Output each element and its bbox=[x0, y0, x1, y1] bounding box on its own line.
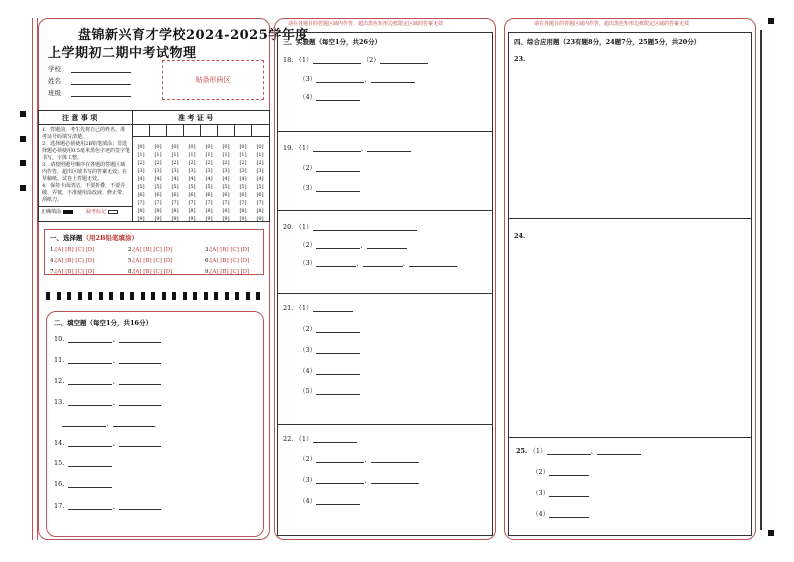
q21-3[interactable]: （3） bbox=[299, 345, 360, 354]
q12[interactable]: 12. 、 bbox=[54, 376, 161, 385]
timing-mark bbox=[246, 292, 250, 300]
exam-number-digit[interactable]: [0] bbox=[222, 144, 230, 150]
q20-1[interactable]: 20. （1） bbox=[283, 222, 417, 231]
choice-number: 9. bbox=[205, 269, 211, 275]
position-marker bbox=[20, 136, 26, 142]
exam-number-digit[interactable]: [9] bbox=[256, 216, 264, 222]
exam-number-digit[interactable]: [6] bbox=[137, 192, 145, 198]
timing-mark bbox=[162, 292, 166, 300]
exam-number-column[interactable] bbox=[203, 143, 215, 223]
missing-mark[interactable]: 缺考标记 bbox=[86, 209, 118, 216]
exam-number-column[interactable] bbox=[186, 143, 198, 223]
exam-number-digit[interactable]: [8] bbox=[239, 208, 247, 214]
choice-number: 5. bbox=[128, 258, 134, 264]
q22-2[interactable]: （2） 、 bbox=[299, 454, 419, 463]
choice-number: 4. bbox=[50, 258, 56, 264]
exam-number-digit[interactable]: [7] bbox=[137, 200, 145, 206]
q20-2[interactable]: （2） 、 bbox=[299, 240, 407, 249]
exam-number-digit[interactable]: [8] bbox=[137, 208, 145, 214]
comprehensive-section bbox=[508, 32, 752, 536]
exam-number-digit[interactable]: [6] bbox=[154, 192, 162, 198]
exam-number-column[interactable] bbox=[152, 143, 164, 223]
exam-number-divider bbox=[183, 124, 184, 136]
exam-number-digit[interactable]: [1] bbox=[188, 152, 196, 158]
exam-number-divider bbox=[149, 124, 150, 136]
name-field[interactable]: 姓名 bbox=[48, 76, 131, 85]
q13[interactable]: 13. 、 bbox=[54, 397, 161, 406]
exam-number-digit[interactable]: [0] bbox=[137, 144, 145, 150]
q24[interactable]: 24. bbox=[514, 232, 526, 240]
exam-number-divider bbox=[251, 124, 252, 136]
position-marker bbox=[20, 111, 26, 117]
q25-4[interactable]: （4） bbox=[532, 509, 589, 518]
timing-mark bbox=[57, 292, 61, 300]
exam-number-digit[interactable]: [3] bbox=[256, 168, 264, 174]
timing-mark bbox=[225, 292, 229, 300]
choice-options[interactable]: [A] [B] [C] [D] bbox=[210, 269, 250, 275]
timing-mark bbox=[78, 292, 82, 300]
exam-number-digit[interactable]: [2] bbox=[239, 160, 247, 166]
choice-item[interactable] bbox=[50, 258, 94, 264]
exam-number-digit[interactable]: [9] bbox=[239, 216, 247, 222]
exam-number-digit[interactable]: [2] bbox=[137, 160, 145, 166]
q21-1[interactable]: 21. （1） bbox=[283, 303, 353, 312]
exam-number-digit[interactable]: [4] bbox=[205, 176, 213, 182]
exam-number-digit[interactable]: [9] bbox=[205, 216, 213, 222]
q21-5[interactable]: （5） bbox=[299, 386, 360, 395]
choice-item[interactable] bbox=[205, 269, 249, 275]
exam-number-digit[interactable]: [5] bbox=[222, 184, 230, 190]
exam-number-digit[interactable]: [0] bbox=[205, 144, 213, 150]
barcode-area: 贴条形码区 bbox=[162, 60, 264, 100]
exam-number-digit[interactable]: [2] bbox=[222, 160, 230, 166]
timing-mark bbox=[67, 292, 71, 300]
choice-number: 1. bbox=[50, 247, 56, 253]
choice-options[interactable]: [A] [B] [C] [D] bbox=[55, 269, 95, 275]
q22-1[interactable]: 22. （1） bbox=[283, 434, 357, 443]
choice-item[interactable] bbox=[205, 247, 249, 253]
choice-item[interactable] bbox=[50, 269, 94, 275]
exam-number-divider bbox=[200, 124, 201, 136]
q21-4[interactable]: （4） bbox=[299, 366, 360, 375]
exam-number-digit[interactable]: [8] bbox=[222, 208, 230, 214]
exam-number-digit[interactable]: [2] bbox=[205, 160, 213, 166]
exam-number-column[interactable] bbox=[220, 143, 232, 223]
timing-mark bbox=[256, 292, 260, 300]
exam-number-digit[interactable]: [1] bbox=[239, 152, 247, 158]
timing-mark bbox=[172, 292, 176, 300]
exam-number-digit[interactable]: [7] bbox=[256, 200, 264, 206]
choice-item[interactable] bbox=[205, 258, 249, 264]
choice-options[interactable]: [A] [B] [C] [D] bbox=[55, 247, 95, 253]
exam-number-column[interactable] bbox=[237, 143, 249, 223]
exam-number-digit[interactable]: [7] bbox=[188, 200, 196, 206]
q25-1[interactable]: 25. （1） 、 bbox=[516, 446, 641, 455]
choice-title: 一、选择题（用2B铅笔填涂） bbox=[50, 234, 139, 242]
exam-number-digit[interactable]: [5] bbox=[256, 184, 264, 190]
school-field[interactable]: 学校 bbox=[48, 64, 131, 73]
choice-item[interactable] bbox=[50, 247, 94, 253]
exam-number-digit[interactable]: [4] bbox=[154, 176, 162, 182]
exam-number-digit[interactable]: [1] bbox=[171, 152, 179, 158]
q11[interactable]: 11. 、 bbox=[54, 355, 161, 364]
exam-number-digit[interactable]: [9] bbox=[154, 216, 162, 222]
timing-mark bbox=[214, 292, 218, 300]
answer-area-warning: 请在各题目的答题区域内作答，超出黑色矩形边框限定区域的答案无效 bbox=[288, 21, 444, 27]
position-marker bbox=[768, 530, 774, 536]
exam-number-digit[interactable]: [5] bbox=[137, 184, 145, 190]
exam-number-digit[interactable]: [3] bbox=[239, 168, 247, 174]
exam-number-digit[interactable]: [8] bbox=[256, 208, 264, 214]
choice-options[interactable]: [A] [B] [C] [D] bbox=[133, 247, 173, 253]
q14[interactable]: 14. 、 bbox=[54, 438, 161, 447]
exam-number-digit[interactable]: [2] bbox=[256, 160, 264, 166]
exam-number-divider bbox=[166, 124, 167, 136]
class-field[interactable]: 班级 bbox=[48, 88, 131, 97]
comprehensive-title: 四、综合应用题（23有题8分，24题7分，25题5分，共20分） bbox=[514, 38, 701, 46]
exam-number-digit[interactable]: [1] bbox=[154, 152, 162, 158]
timing-mark bbox=[99, 292, 103, 300]
notice-title: 注 意 事 项 bbox=[62, 113, 98, 122]
exam-number-digit[interactable]: [5] bbox=[239, 184, 247, 190]
exam-number-digit[interactable]: [8] bbox=[154, 208, 162, 214]
timing-mark bbox=[204, 292, 208, 300]
q18-4[interactable]: （4） bbox=[299, 92, 360, 101]
exam-number-digit[interactable]: [1] bbox=[137, 152, 145, 158]
choice-options[interactable]: [A] [B] [C] [D] bbox=[133, 269, 173, 275]
exam-number-digit[interactable]: [9] bbox=[222, 216, 230, 222]
timing-mark bbox=[141, 292, 145, 300]
exam-number-title: 准 考 证 号 bbox=[178, 113, 214, 122]
exam-number-digit[interactable]: [0] bbox=[171, 144, 179, 150]
timing-mark bbox=[183, 292, 187, 300]
exam-number-digit[interactable]: [9] bbox=[188, 216, 196, 222]
answer-area-warning: 请在各题目的答题区域内作答，超出黑色矩形边框限定区域的答案无效 bbox=[534, 21, 690, 27]
timing-mark bbox=[130, 292, 134, 300]
exam-number-digit[interactable]: [6] bbox=[188, 192, 196, 198]
q23[interactable]: 23. bbox=[514, 55, 526, 63]
exam-number-digit[interactable]: [8] bbox=[188, 208, 196, 214]
choice-options[interactable]: [A] [B] [C] [D] bbox=[210, 247, 250, 253]
exam-number-digit[interactable]: [7] bbox=[205, 200, 213, 206]
choice-options[interactable]: [A] [B] [C] [D] bbox=[210, 258, 250, 264]
exam-number-digit[interactable]: [6] bbox=[256, 192, 264, 198]
timing-mark bbox=[235, 292, 239, 300]
choice-item[interactable] bbox=[128, 247, 172, 253]
exam-number-digit[interactable]: [2] bbox=[154, 160, 162, 166]
choice-number: 2. bbox=[128, 247, 134, 253]
exam-number-digit[interactable]: [7] bbox=[154, 200, 162, 206]
exam-number-digit[interactable]: [3] bbox=[222, 168, 230, 174]
q19-3[interactable]: （3） bbox=[299, 183, 360, 192]
exam-number-digit[interactable]: [5] bbox=[188, 184, 196, 190]
exam-number-digit[interactable]: [2] bbox=[188, 160, 196, 166]
exam-number-digit[interactable]: [5] bbox=[205, 184, 213, 190]
exam-number-digit[interactable]: [0] bbox=[239, 144, 247, 150]
exam-number-digit[interactable]: [6] bbox=[171, 192, 179, 198]
exam-number-digit[interactable]: [5] bbox=[171, 184, 179, 190]
exam-title-line2: 上学期初二期中考试物理 bbox=[48, 46, 197, 61]
choice-item[interactable] bbox=[128, 269, 172, 275]
exam-number-digit[interactable]: [1] bbox=[256, 152, 264, 158]
q22-3[interactable]: （3） 、 bbox=[299, 475, 419, 484]
timing-mark bbox=[193, 292, 197, 300]
position-marker bbox=[20, 185, 26, 191]
exam-number-digit[interactable]: [6] bbox=[205, 192, 213, 198]
exam-number-digit[interactable]: [4] bbox=[239, 176, 247, 182]
exam-number-digit[interactable]: [6] bbox=[239, 192, 247, 198]
exam-number-digit[interactable]: [5] bbox=[154, 184, 162, 190]
q10[interactable]: 10. 、 bbox=[54, 334, 161, 343]
binding-line bbox=[760, 30, 762, 530]
q20-3[interactable]: （3） 、 、 bbox=[299, 258, 457, 267]
timing-mark bbox=[88, 292, 92, 300]
position-marker bbox=[20, 160, 26, 166]
exam-number-digit[interactable]: [3] bbox=[171, 168, 179, 174]
exam-number-digit[interactable]: [1] bbox=[205, 152, 213, 158]
exam-number-digit[interactable]: [8] bbox=[205, 208, 213, 214]
exam-number-digit[interactable]: [4] bbox=[137, 176, 145, 182]
q16[interactable]: 16. bbox=[54, 480, 112, 488]
exam-number-digit[interactable]: [3] bbox=[154, 168, 162, 174]
exam-number-digit[interactable]: [3] bbox=[205, 168, 213, 174]
exam-number-digit[interactable]: [1] bbox=[222, 152, 230, 158]
q15[interactable]: 15. bbox=[54, 459, 112, 467]
choice-item[interactable] bbox=[128, 258, 172, 264]
q21-2[interactable]: （2） bbox=[299, 324, 360, 333]
choice-options[interactable]: [A] [B] [C] [D] bbox=[55, 258, 95, 264]
exam-title-line1: 盘锦新兴育才学校2024-2025学年度 bbox=[78, 28, 309, 43]
exam-number-divider bbox=[234, 124, 235, 136]
exam-number-digit[interactable]: [4] bbox=[256, 176, 264, 182]
exam-number-digit[interactable]: [9] bbox=[171, 216, 179, 222]
q17[interactable]: 17. 、 bbox=[54, 501, 161, 510]
exam-number-column[interactable] bbox=[169, 143, 181, 223]
timing-mark bbox=[109, 292, 113, 300]
experiment-title: 三、实验题（每空1分，共26分） bbox=[283, 38, 382, 46]
exam-number-digit[interactable]: [4] bbox=[171, 176, 179, 182]
exam-number-digit[interactable]: [0] bbox=[154, 144, 162, 150]
notice-items: 1．答题前，考生先将自己的姓名、准考证号码填写清楚。 2．选择题必须使用2B铅笔填涂；非选择题必须使用0.5毫米黑色字迹的签字笔书写，字体工整。 3．请按照题号顺序在各题的答题区域内作答，超出区域书写的答案无效；在草稿纸、试卷上答题无效。 4．保持卡面清洁，不要折叠，不要弄破、弄皱，不准使用涂改液、修正带、刮纸刀。 bbox=[42, 127, 130, 203]
exam-number-digit[interactable]: [3] bbox=[137, 168, 145, 174]
q18-1-2[interactable]: 18. （1） （2） bbox=[283, 55, 428, 64]
choice-number: 7. bbox=[50, 269, 56, 275]
choice-options[interactable]: [A] [B] [C] [D] bbox=[133, 258, 173, 264]
exam-number-column[interactable] bbox=[135, 143, 147, 223]
exam-number-divider bbox=[217, 124, 218, 136]
q13-continued[interactable]: 、 bbox=[62, 418, 155, 427]
exam-number-digit[interactable]: [7] bbox=[171, 200, 179, 206]
exam-number-digit[interactable]: [9] bbox=[137, 216, 145, 222]
exam-number-digit[interactable]: [6] bbox=[222, 192, 230, 198]
choice-number: 3. bbox=[205, 247, 211, 253]
exam-number-digit[interactable]: [4] bbox=[188, 176, 196, 182]
choice-number: 6. bbox=[205, 258, 211, 264]
exam-number-digit[interactable]: [2] bbox=[171, 160, 179, 166]
timing-mark bbox=[46, 292, 50, 300]
fill-title: 二、填空题（每空1分，共16分） bbox=[54, 319, 153, 327]
q19-2[interactable]: （2） bbox=[299, 163, 360, 172]
q25-2[interactable]: （2） bbox=[532, 467, 589, 476]
q18-3[interactable]: （3） 、 bbox=[299, 74, 415, 83]
timing-mark bbox=[120, 292, 124, 300]
choice-number: 8. bbox=[128, 269, 134, 275]
correct-fill-example: 正确填涂 bbox=[41, 209, 73, 216]
q25-3[interactable]: （3） bbox=[532, 488, 589, 497]
exam-number-column[interactable] bbox=[254, 143, 266, 223]
timing-mark bbox=[151, 292, 155, 300]
exam-number-digit[interactable]: [0] bbox=[188, 144, 196, 150]
q22-4[interactable]: （4） bbox=[299, 496, 360, 505]
exam-number-digit[interactable]: [7] bbox=[222, 200, 230, 206]
exam-number-digit[interactable]: [7] bbox=[239, 200, 247, 206]
exam-number-digit[interactable]: [4] bbox=[222, 176, 230, 182]
exam-number-digit[interactable]: [0] bbox=[256, 144, 264, 150]
exam-number-digit[interactable]: [8] bbox=[171, 208, 179, 214]
q19-1[interactable]: 19. （1） 、 bbox=[283, 143, 411, 152]
position-marker bbox=[768, 18, 774, 24]
exam-number-digit[interactable]: [3] bbox=[188, 168, 196, 174]
